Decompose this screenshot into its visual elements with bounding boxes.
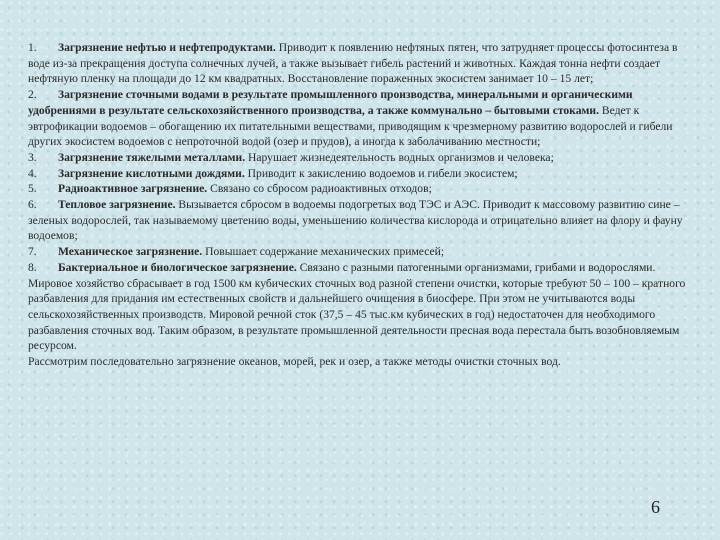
item-number: 5. [28, 182, 37, 196]
item-number: 4. [28, 166, 37, 180]
item-text: Нарушает жизнедеятельность водных организмов и человека; [245, 150, 554, 164]
item-text: Связано со сбросом радиоактивных отходов; [207, 182, 432, 196]
item-number: 6. [28, 198, 37, 212]
list-item-6 [28, 197, 696, 244]
item-heading: Радиоактивное загрязнение. [58, 182, 208, 196]
item-heading: Загрязнение тяжелыми металлами. [58, 150, 246, 164]
list-item-3 [28, 150, 696, 166]
paragraph-wastewater: Мировое хозяйство сбрасывает в год 1500 км кубических сточных вод разной степени очистки, которые требуют 50 – 100 – кратного разбавления для придания им естественных свойств и дальнейшего очищения в биосфере. При этом не учитываются воды сельскохозяйственных производств. Мировой речной сток (37,5 – 45 тыс.км кубических в год) недостаточен для необходимого разбавления сточных вод. Таким образом, в результате промышленной деятельности пресная вода перестала быть возобновляемым ресурсом. [28, 276, 686, 353]
item-text: Приводит к закислению водоемов и гибели экосистем; [244, 166, 518, 180]
list-item-1 [28, 40, 696, 87]
item-number: 8. [28, 260, 37, 274]
item-number: 1. [28, 41, 37, 54]
item-heading: Загрязнение сточными водами в результате промышленного производства, минеральными и органическими удобрениями в результате сельскохозяйственного производства, а также коммунально – бытовыми стоками. [28, 88, 633, 117]
list-item-2 [28, 87, 696, 150]
list-item-5 [28, 181, 696, 197]
item-heading: Загрязнение кислотными дождями. [58, 166, 245, 180]
item-number: 7. [28, 245, 37, 259]
item-heading: Загрязнение нефтью и нефтепродуктами. [58, 41, 276, 54]
item-text: Приводит к появлению нефтяных пятен, что затрудняет процессы фотосинтеза в воде из-за прекращения доступа солнечных лучей, а также вызывает гибель растений и животных. Каждая тонна нефти создает нефтяную пленку на площади до 12 км квадратных. Восстановление пораженных экосистем занимает 10 – 15 лет; [28, 41, 678, 86]
item-text: Вызывается сбросом в водоемы подогретых вод ТЭС и АЭС. Приводит к массовому развитию сине – зеленых водорослей, так называемому цветению воды, уменьшению количества кислорода и отрицательно влияет на флору и фауну водоемов; [28, 198, 683, 243]
list-item-4 [28, 166, 696, 182]
slide-text [28, 40, 696, 370]
item-heading: Тепловое загрязнение. [58, 198, 176, 212]
item-number: 2. [28, 88, 37, 102]
page-number: 6 [651, 497, 660, 517]
list-item-7 [28, 244, 696, 260]
item-text: Повышает содержание механических примесей; [202, 245, 445, 259]
item-heading: Механическое загрязнение. [58, 245, 203, 259]
item-number: 3. [28, 150, 37, 164]
item-text: Связано с разными патогенными организмами, грибами и водорослями. [296, 260, 656, 274]
item-text: Ведет к эвтрофикации водоемов – обогащению их питательными веществами, приводящим к чрезмерному развитию водорослей и гибели других экосистем водоемов с непроточной водой (озер и прудов), а иногда к заболачиванию местности; [28, 103, 673, 149]
list-item-8 [28, 260, 696, 276]
paragraph-conclusion: Рассмотрим последовательно загрязнение океанов, морей, рек и озер, а также методы очистки сточных вод. [28, 355, 561, 369]
item-heading: Бактериальное и биологическое загрязнение. [58, 260, 297, 274]
